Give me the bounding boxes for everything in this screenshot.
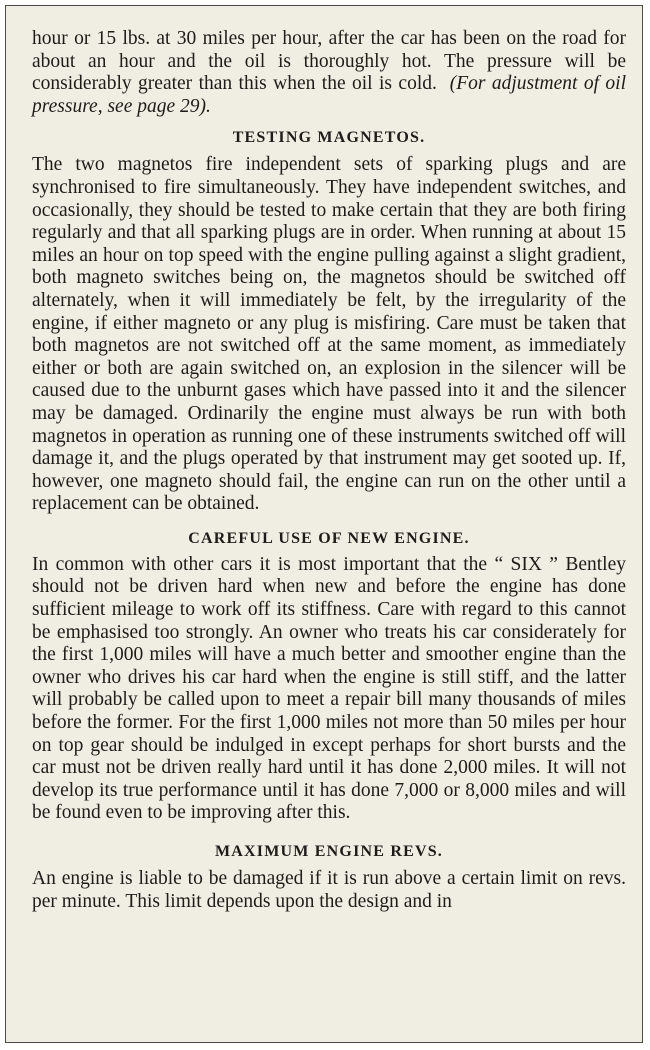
section-heading-careful-use-of-new-engine: CAREFUL USE OF NEW ENGINE. <box>188 529 470 547</box>
opening-paragraph <box>32 28 626 118</box>
opening-paragraph-text: hour or 15 lbs. at 30 miles per hour, after the car has been on the road for about an hour and the oil is thoroughly hot. The pressure will be considerably greater than this when the oil is cold. <box>32 28 626 95</box>
section-heading-maximum-engine-revs: MAXIMUM ENGINE REVS. <box>215 843 443 860</box>
oil-pressure-page-reference: (For adjustment of oil pressure, see page 29). <box>32 73 627 117</box>
section-body-testing-magnetos: The two magnetos fire independent sets of sparking plugs and are synchronised to fire simultaneously. They have independent switches, and occasionally, they should be tested to make certain that they are both firing regularly and that all sparking plugs are in order. When running at about 15 miles an hour on top speed with the engine pulling against a slight gradient, both magneto switches being on, the magnetos should be switched off alternately, when it will immediately be felt, by the irregularity of the engine, if either magneto or any plug is misfiring. Care must be taken that both magnetos are not switched off at the same moment, as immediately either or both are again switched on, an explosion in the silencer will be caused due to the unburnt gases which have passed into it and the silencer may be damaged. Ordinarily the engine must always be run with both magnetos in operation as running one of these instruments switched off will damage it, and the plugs operated by that instrument may get sooted up. If, however, one magneto should fail, the engine can run on the other until a replacement can be obtained. <box>32 154 626 515</box>
section-body-maximum-engine-revs: An engine is liable to be damaged if it is run above a certain limit on revs. per minute. This limit depends upon the design and in <box>32 868 626 912</box>
page-text-column <box>32 28 626 913</box>
section-body-careful-use-of-new-engine: In common with other cars it is most important that the “ SIX ” Bentley should not be driven hard when new and before the engine has done sufficient mileage to work off its stiffness. Care with regard to this cannot be emphasised too strongly. An owner who treats his car considerately for the first 1,000 miles will have a much better and smoother engine than the owner who drives his car hard when the engine is still stiff, and the latter will probably be called upon to meet a repair bill many thousands of miles before the former. For the first 1,000 miles not more than 50 miles per hour on top gear should be indulged in except perhaps for short bursts and the car must not be driven really hard until it has done 2,000 miles. It will not develop its true performance until it has done 7,000 or 8,000 miles and will be found even to be improving after this. <box>32 553 626 824</box>
scanned-page <box>5 5 643 1043</box>
section-heading-testing-magnetos: TESTING MAGNETOS. <box>232 129 426 147</box>
